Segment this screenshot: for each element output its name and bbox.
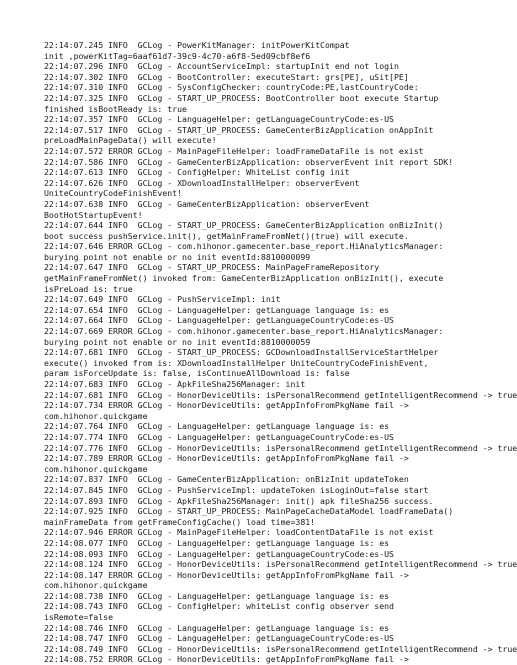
log-line: 22:14:07.845 INFO GCLog - PushServiceImpl: updateToken isLoginOut=false start [44, 484, 429, 495]
log-line: mainFrameData from getFrameConfigCache() load time=381! [44, 516, 316, 527]
log-line: preLoadMainPageData() will execute! [44, 135, 217, 146]
log-line: 22:14:07.837 INFO GCLog - GameCenterBizApplication: onBizInit updateToken [44, 474, 409, 485]
log-line: burying point not enable or no init eventId:8810000059 [44, 336, 311, 347]
log-line: 22:14:07.357 INFO GCLog - LanguageHelper: getLanguageCountryCode:es-US [44, 114, 394, 125]
log-line: 22:14:08.124 INFO GCLog - HonorDeviceUtils: isPersonalRecommend getIntelligentRecommend -> true [44, 559, 517, 570]
log-line: 22:14:07.325 INFO GCLog - START_UP_PROCESS: BootController boot execute Startup [44, 92, 439, 103]
log-line: 22:14:07.681 INFO GCLog - HonorDeviceUtils: isPersonalRecommend getIntelligentRecommend -> true [44, 389, 517, 400]
log-line: 22:14:07.649 INFO GCLog - PushServiceImpl: init [44, 294, 281, 305]
log-line: finished isBootReady is: true [44, 103, 187, 114]
log-line: 22:14:07.638 INFO GCLog - GameCenterBizApplication: observerEvent [44, 198, 370, 209]
log-line: 22:14:08.746 INFO GCLog - LanguageHelper: getLanguage language is: es [44, 622, 390, 633]
log-line: 22:14:07.764 INFO GCLog - LanguageHelper: getLanguage language is: es [44, 421, 390, 432]
log-line: BootHotStartupEvent! [44, 209, 143, 220]
log-line: 22:14:07.776 INFO GCLog - HonorDeviceUtils: isPersonalRecommend getIntelligentRecommend -> true [44, 442, 517, 453]
log-line: 22:14:07.613 INFO GCLog - ConfigHelper: WhiteList config init [44, 167, 350, 178]
log-line: 22:14:07.925 INFO GCLog - START_UP_PROCESS: MainPageCacheDataModel loadFrameData() [44, 506, 454, 517]
log-line: 22:14:07.245 INFO GCLog - PowerKitManager: initPowerKitCompat [44, 40, 350, 50]
log-line: 22:14:07.893 INFO GCLog - ApkFileSha256Manager: init() apk fileSha256 success. [44, 495, 434, 506]
log-line: UniteCountryCodeFinishEvent! [44, 188, 183, 199]
log-line: 22:14:07.683 INFO GCLog - ApkFileSha256Manager: init [44, 379, 306, 389]
log-line: 22:14:08.743 INFO GCLog - ConfigHelper: whiteList config observer send [44, 601, 394, 612]
log-line: 22:14:07.302 INFO GCLog - BootController: executeStart: grs[PE], uSit[PE] [44, 71, 409, 82]
log-line: isPreLoad is: true [44, 283, 133, 294]
log-line: 22:14:08.738 INFO GCLog - LanguageHelper: getLanguage language is: es [44, 590, 390, 601]
log-line: 22:14:07.572 ERROR GCLog - MainPageFileHelper: loadFrameDataFile is not exist [44, 145, 424, 156]
log-line: 22:14:08.752 ERROR GCLog - HonorDeviceUtils: getAppInfoFromPkgName fail -> [44, 654, 409, 665]
log-line: param isForceUpdate is: false, isContinueAllDownload is: false [44, 368, 350, 379]
log-line: 22:14:07.310 INFO GCLog - SysConfigChecker: countryCode:PE,lastCountryCode: [44, 82, 419, 93]
log-line: 22:14:07.664 INFO GCLog - LanguageHelper: getLanguageCountryCode:es-US [44, 315, 394, 326]
log-line: 22:14:08.093 INFO GCLog - LanguageHelper: getLanguageCountryCode:es-US [44, 548, 394, 559]
log-line: execute() invoked from is: XDownloadInstallHelper UniteCountryCodeFinishEvent, [44, 357, 429, 368]
log-line: burying point not enable or no init eventId:8810000099 [44, 251, 311, 262]
log-line: 22:14:07.647 INFO GCLog - START_UP_PROCESS: MainPageFrameRepository [44, 262, 380, 273]
log-line: getMainFrameFromNet() invoked from: GameCenterBizApplication onBizInit(), execute [44, 273, 444, 284]
log-line: 22:14:07.654 INFO GCLog - LanguageHelper: getLanguage language is: es [44, 304, 390, 315]
log-line: 22:14:07.626 INFO GCLog - XDownloadInstallHelper: observerEvent [44, 177, 360, 188]
log-line: 22:14:08.147 ERROR GCLog - HonorDeviceUtils: getAppInfoFromPkgName fail -> [44, 569, 409, 580]
log-line: 22:14:08.077 INFO GCLog - LanguageHelper: getLanguage language is: es [44, 537, 390, 548]
log-line: 22:14:07.669 ERROR GCLog - com.hihonor.gamecenter.base_report.HiAnalyticsManager: [44, 326, 444, 337]
log-line: 22:14:08.747 INFO GCLog - LanguageHelper: getLanguageCountryCode:es-US [44, 633, 394, 644]
log-line: 22:14:07.681 INFO GCLog - START_UP_PROCESS: GCDownloadInstallServiceStartHelper [44, 347, 439, 358]
log-line: 22:14:07.946 ERROR GCLog - MainPageFileHelper: loadContentDataFile is not exist [44, 527, 434, 538]
log-line: 22:14:07.517 INFO GCLog - START_UP_PROCESS: GameCenterBizApplication onAppInit [44, 124, 434, 135]
log-line: 22:14:08.749 INFO GCLog - HonorDeviceUtils: isPersonalRecommend getIntelligentRecommend -> true [44, 643, 517, 654]
log-line: boot success pushService.init(), getMainFrameFromNet()(true) will execute. [44, 230, 409, 241]
log-line: 22:14:07.586 INFO GCLog - GameCenterBizApplication: observerEvent init report SDK! [44, 156, 454, 167]
log-line: 22:14:07.296 INFO GCLog - AccountServiceImpl: startupInit end not login [44, 61, 399, 72]
log-line: 22:14:07.734 ERROR GCLog - HonorDeviceUtils: getAppInfoFromPkgName fail -> [44, 400, 409, 411]
log-line: 22:14:07.644 INFO GCLog - START_UP_PROCESS: GameCenterBizApplication onBizInit() [44, 220, 444, 231]
log-line: init ,powerKitTag=6aaf61d7-39c9-4c70-a6f8-5ed09cbf8ef6 [44, 50, 311, 61]
log-line: com.hihonor.quickgame [44, 580, 148, 591]
log-line: 22:14:07.646 ERROR GCLog - com.hihonor.gamecenter.base_report.HiAnalyticsManager: [44, 241, 444, 252]
log-line: 22:14:07.789 ERROR GCLog - HonorDeviceUtils: getAppInfoFromPkgName fail -> [44, 453, 409, 464]
log-line: com.hihonor.quickgame [44, 410, 148, 421]
log-line: isRemote=false [44, 612, 114, 623]
log-line: 22:14:07.774 INFO GCLog - LanguageHelper: getLanguageCountryCode:es-US [44, 431, 394, 442]
log-line: com.hihonor.quickgame [44, 463, 148, 474]
